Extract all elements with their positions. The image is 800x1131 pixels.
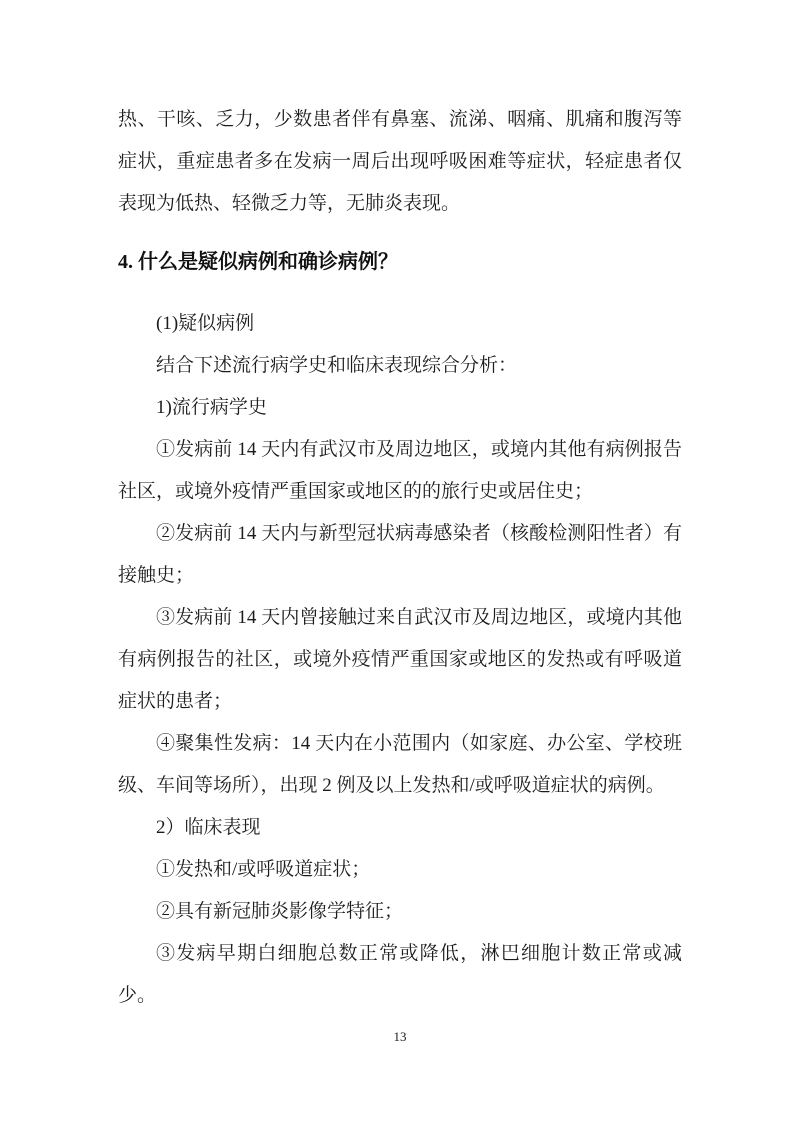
body-paragraph: 结合下述流行病学史和临床表现综合分析： [156, 355, 518, 376]
body-paragraph: ③发病早期白细胞总数正常或降低，淋巴细胞计数正常或减少。 [118, 943, 682, 1006]
body-paragraph: ④聚集性发病：14 天内在小范围内（如家庭、办公室、学校班级、车间等场所），出现 2 例及以上发热和/或呼吸道症状的病例。 [118, 733, 682, 796]
body-paragraph: ①发病前 14 天内有武汉市及周边地区，或境内其他有病例报告社区，或境外疫情严重国家或地区的的旅行史或居住史； [118, 439, 682, 502]
body-paragraph: ②发病前 14 天内与新型冠状病毒感染者（核酸检测阳性者）有接触史； [118, 523, 682, 586]
body-paragraph: ②具有新冠肺炎影像学特征； [156, 901, 404, 922]
body-paragraph: 1)流行病学史 [156, 397, 267, 418]
body-paragraph: 2）临床表现 [156, 817, 261, 838]
section-heading: 4. 什么是疑似病例和确诊病例？ [118, 251, 398, 273]
body-paragraph: ①发热和/或呼吸道症状； [156, 859, 371, 880]
body-paragraph: ③发病前 14 天内曾接触过来自武汉市及周边地区，或境内其他有病例报告的社区，或境外疫情严重国家或地区的发热或有呼吸道症状的患者； [118, 607, 682, 712]
document-content [118, 99, 682, 1017]
body-paragraph: (1)疑似病例 [156, 313, 255, 334]
body-paragraph: 热、干咳、乏力，少数患者伴有鼻塞、流涕、咽痛、肌痛和腹泻等症状，重症患者多在发病一周后出现呼吸困难等症状，轻症患者仅表现为低热、轻微乏力等，无肺炎表现。 [118, 109, 682, 214]
page-number: 13 [393, 1029, 407, 1044]
